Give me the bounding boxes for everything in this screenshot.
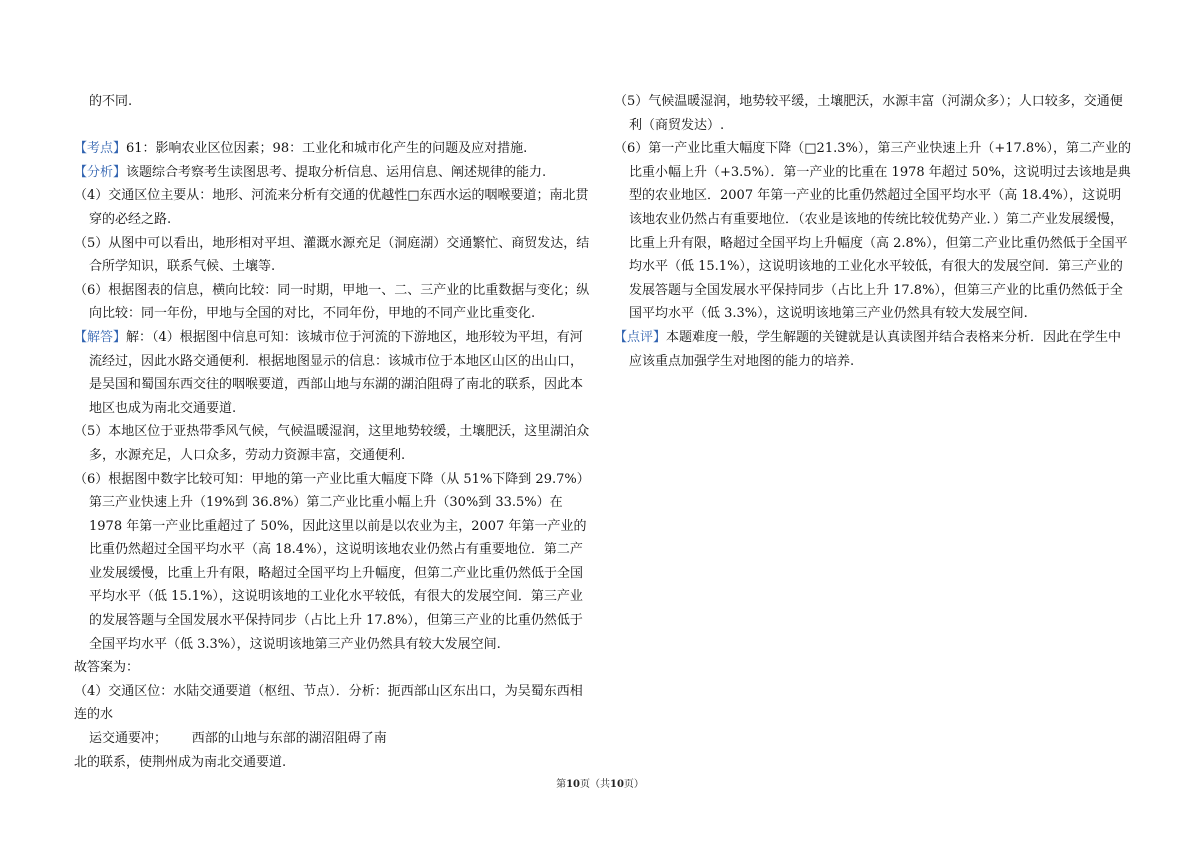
jieda-paragraph xyxy=(74,326,594,420)
kaodian-text: 61：影响农业区位因素；98：工业化和城市化产生的问题及应对措施. xyxy=(126,141,528,157)
fenxi-item-4: （4）交通区位主要从：地形、河流来分析有交通的优越性□东西水运的咽喉要道；南北贯穿的必经之路. xyxy=(74,188,589,227)
kaodian-paragraph xyxy=(74,137,594,161)
dianping-paragraph xyxy=(614,326,1134,373)
dianping-text: 本题难度一般，学生解题的关键就是认真读图并结合表格来分析．因此在学生中应该重点加强学生对地图的能力的培养. xyxy=(629,329,1122,369)
fenxi-text: 该题综合考察考生读图思考、提取分析信息、运用信息、阐述规律的能力. xyxy=(126,164,547,180)
jieda-text: 解：（4）根据图中信息可知：该城市位于河流的下游地区，地形较为平坦，有河流经过，因此水路交通便利．根据地图显示的信息：该城市位于本地区山区的出山口，是吴国和蜀国东西交往的咽喉要道，西部山地与东湖的湖泊阻碍了南北的联系，因此本地区也成为南北交通要道. xyxy=(89,329,584,416)
continuation-line: 的不同. xyxy=(89,94,133,109)
left-column xyxy=(74,90,594,774)
answer-4-line-2: 运交通要冲； 西部的山地与东部的湖沼阻碍了南 xyxy=(89,731,387,747)
fenxi-item-5: （5）从图中可以看出，地形相对平坦、灌溉水源充足（洞庭湖）交通繁忙、商贸发达，结合所学知识，联系气候、土壤等. xyxy=(74,235,590,275)
jieda-item-5: （5）本地区位于亚热带季风气候，气候温暖湿润，这里地势较缓，土壤肥沃，这里湖泊众多，水源充足，人口众多，劳动力资源丰富，交通便利. xyxy=(74,424,590,463)
answer-4-line-1: （4）交通区位：水陆交通要道（枢纽、节点）．分析：扼西部山区东出口，为吴蜀东西相连的水 xyxy=(74,683,583,723)
answer-item-5: （5）气候温暖湿润，地势较平缓，土壤肥沃，水源丰富（河湖众多）；人口较多，交通便利（商贸发达）. xyxy=(614,94,1123,133)
answer-heading: 故答案为： xyxy=(74,660,140,676)
fenxi-item-6: （6）根据图表的信息，横向比较：同一时期，甲地一、二、三产业的比重数据与变化；纵向比较：同一年份，甲地与全国的对比，不同年份，甲地的不同产业比重变化. xyxy=(74,282,590,322)
jieda-item-6: （6）根据图中数字比较可知：甲地的第一产业比重大幅度下降（从 51%下降到 29.7%）第三产业快速上升（19%到 36.8%）第二产业比重小幅上升（30%到 33.5%）在 1978 年第一产业比重超过了 50%，因此这里以前是以农业为主，2007 年第一产业的比重仍然超过全国平均水平（高 18.4%），这说明该地农业仍然占有重要地位．第二产业发展缓慢，比重上升有限，略超过全国平均上升幅度，但第二产业比重仍然低于全国平均水平（低 15.1%），这说明该地的工业化水平较低，有很大的发展空间．第三产业的发展答题与全国发展水平保持同步（占比上升 17.8%），但第三产业的比重仍然低于全国平均水平（低 3.3%），这说明该地第三产业仍然具有较大发展空间. xyxy=(74,471,590,652)
kaodian-tag: 【考点】 xyxy=(74,141,127,157)
answer-item-6: （6）第一产业比重大幅度下降（□21.3%），第三产业快速上升（+17.8%），第二产业的比重小幅上升（+3.5%）．第一产业的比重在 1978 年超过 50%，这说明过去该地是典型的农业地区．2007 年第一产业的比重仍然超过全国平均水平（高 18.4%），这说明该地农业仍然占有重要地位．（农业是该地的传统比较优势产业．）第二产业发展缓慢，比重上升有限，略超过全国平均上升幅度（高 2.8%），但第二产业比重仍然低于全国平均水平（低 15.1%），这说明该地的工业化水平较低，有很大的发展空间．第三产业的发展答题与全国发展水平保持同步（占比上升 17.8%），但第三产业的比重仍然低于全国平均水平（低 3.3%），这说明该地第三产业仍然具有较大发展空间. xyxy=(614,141,1132,322)
fenxi-paragraph xyxy=(74,161,594,185)
total-pages: 10 xyxy=(610,779,624,790)
fenxi-tag: 【分析】 xyxy=(74,164,127,180)
footer-mid: 页（共 xyxy=(580,779,610,790)
page-footer xyxy=(0,775,1200,790)
right-column xyxy=(614,90,1134,373)
footer-suffix: 页） xyxy=(623,779,644,790)
answer-4-line-3: 北的联系，使荆州成为南北交通要道. xyxy=(74,754,287,770)
jieda-tag: 【解答】 xyxy=(74,329,127,345)
dianping-tag: 【点评】 xyxy=(614,329,667,345)
footer-prefix: 第 xyxy=(556,779,567,790)
page-number: 10 xyxy=(566,779,580,790)
